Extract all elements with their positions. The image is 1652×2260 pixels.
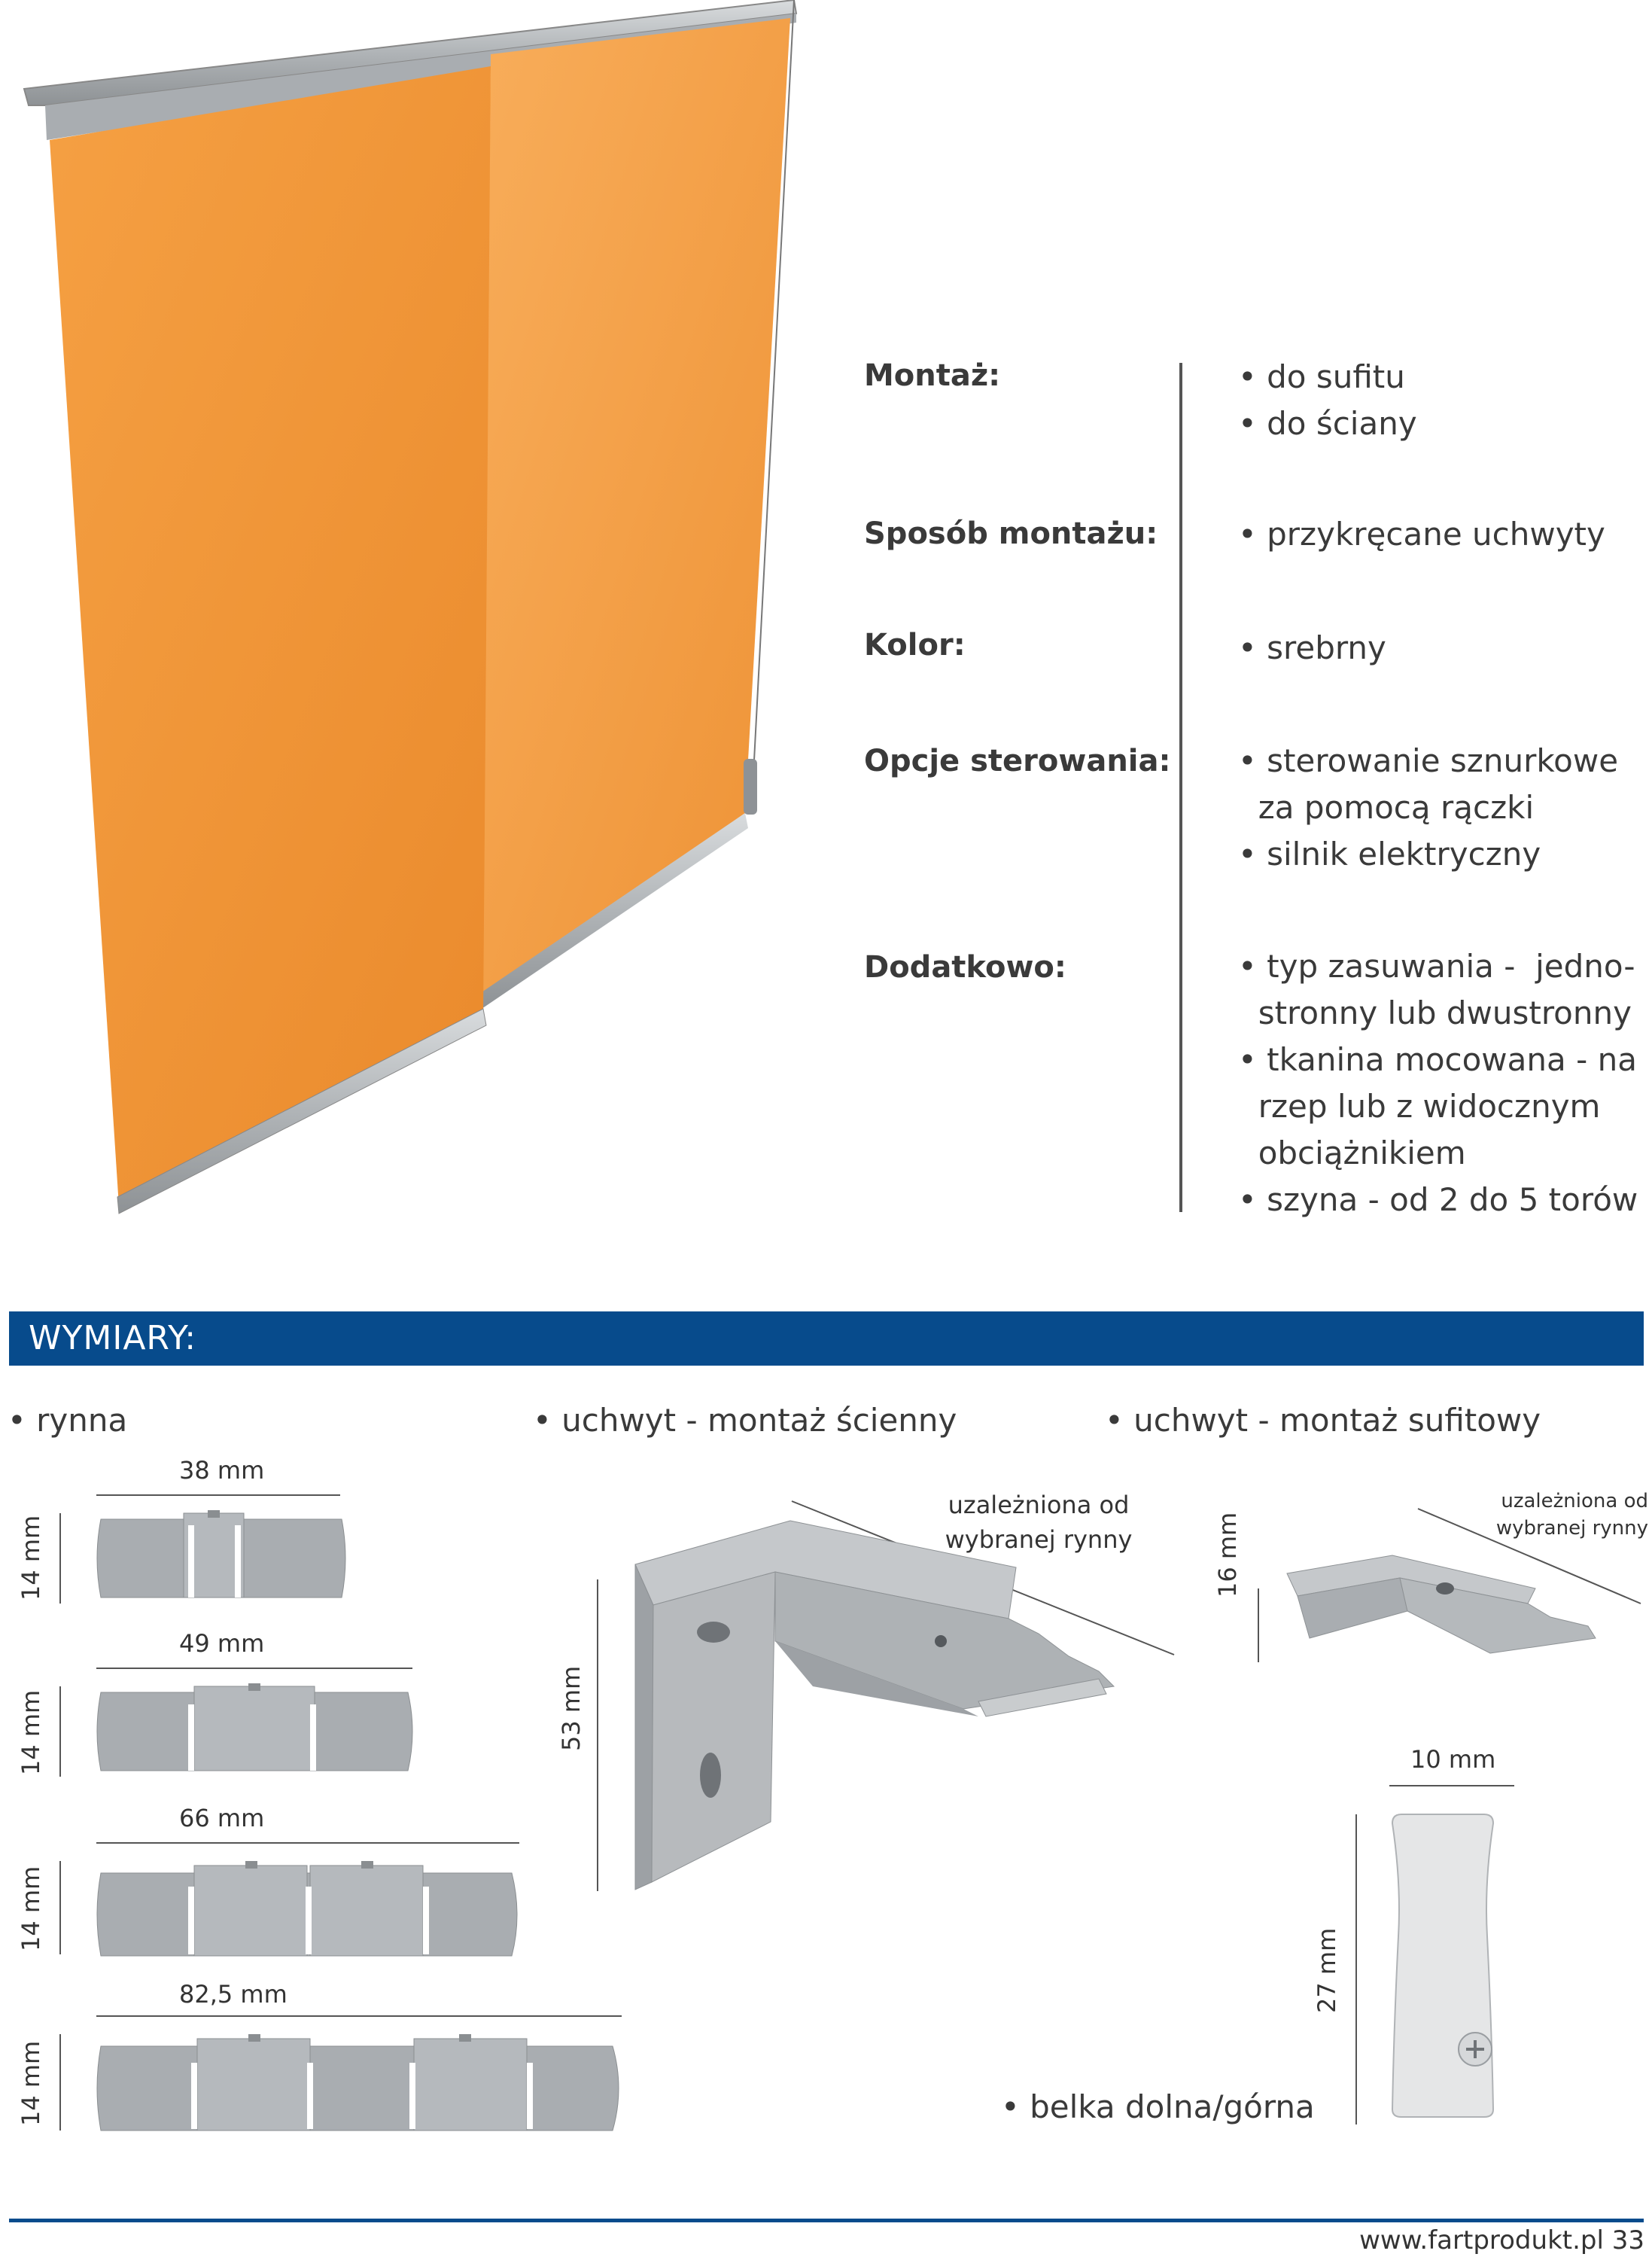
rail-4-height-label: 14 mm — [17, 2040, 45, 2126]
rail-profile-2 — [0, 1656, 421, 1792]
end-cap-drawing — [1340, 1777, 1505, 2183]
rail-3-width-label: 66 mm — [179, 1804, 265, 1832]
rail-1-width-label: 38 mm — [179, 1456, 265, 1485]
spec-value-montaz: • do sufitu • do ściany — [1238, 358, 1417, 442]
rail-2-height-label: 14 mm — [17, 1689, 45, 1775]
dimensions-banner — [9, 1311, 1644, 1366]
wall-bracket-drawing — [587, 1491, 1189, 1912]
wall-bracket-depth-note: uzależniona od wybranej rynny — [945, 1491, 1133, 1554]
end-cap-width-label: 10 mm — [1410, 1745, 1496, 1774]
section-title-ceiling-bracket: • uchwyt - montaż sufitowy — [1105, 1402, 1541, 1439]
spec-label-sposob: Sposób montażu: — [864, 516, 1158, 551]
section-title-belka: • belka dolna/górna — [1001, 2088, 1315, 2125]
ceiling-bracket-depth-note: uzależniona od wybranej rynny — [1495, 1490, 1648, 1540]
section-title-wall-bracket: • uchwyt - montaż ścienny — [533, 1402, 957, 1439]
spec-label-montaz: Montaż: — [864, 358, 1001, 393]
spec-label-opcje: Opcje sterowania: — [864, 744, 1171, 778]
panel-blind-illustration — [0, 0, 828, 1235]
rail-profile-3 — [0, 1831, 542, 1974]
rail-1-height-label: 14 mm — [17, 1515, 45, 1601]
rail-2-width-label: 49 mm — [179, 1629, 265, 1658]
ceiling-bracket-height-label: 16 mm — [1213, 1512, 1242, 1598]
end-cap-height-label: 27 mm — [1313, 1927, 1341, 2013]
wall-bracket-height-label: 53 mm — [557, 1665, 586, 1751]
ceiling-bracket-drawing — [1249, 1506, 1626, 1656]
spec-value-kolor: • srebrny — [1238, 629, 1386, 666]
banner-title: WYMIARY: — [29, 1319, 197, 1357]
spec-divider — [1179, 363, 1182, 1212]
spec-value-dodatkowo: • typ zasuwania - jedno- stronny lub dwustronny • tkanina mocowana - na rzep lub z widocznym obciążnikiem • szyna - od 2 do 5 torów — [1238, 948, 1638, 1218]
spec-value-opcje: • sterowanie sznurkowe za pomocą rączki • silnik elektryczny — [1238, 742, 1619, 873]
spec-label-kolor: Kolor: — [864, 628, 966, 662]
footer-rule — [9, 2219, 1644, 2222]
footer-text: www.fartprodukt.pl 33 — [1359, 2225, 1644, 2255]
rail-3-height-label: 14 mm — [17, 1866, 45, 1951]
spec-value-sposob: • przykręcane uchwyty — [1238, 516, 1605, 553]
rail-4-width-label: 82,5 mm — [179, 1980, 288, 2009]
rail-profile-1 — [0, 1483, 346, 1619]
section-title-rynna: • rynna — [8, 1402, 128, 1439]
spec-label-dodatkowo: Dodatkowo: — [864, 950, 1066, 985]
rail-profile-4 — [0, 2004, 647, 2147]
